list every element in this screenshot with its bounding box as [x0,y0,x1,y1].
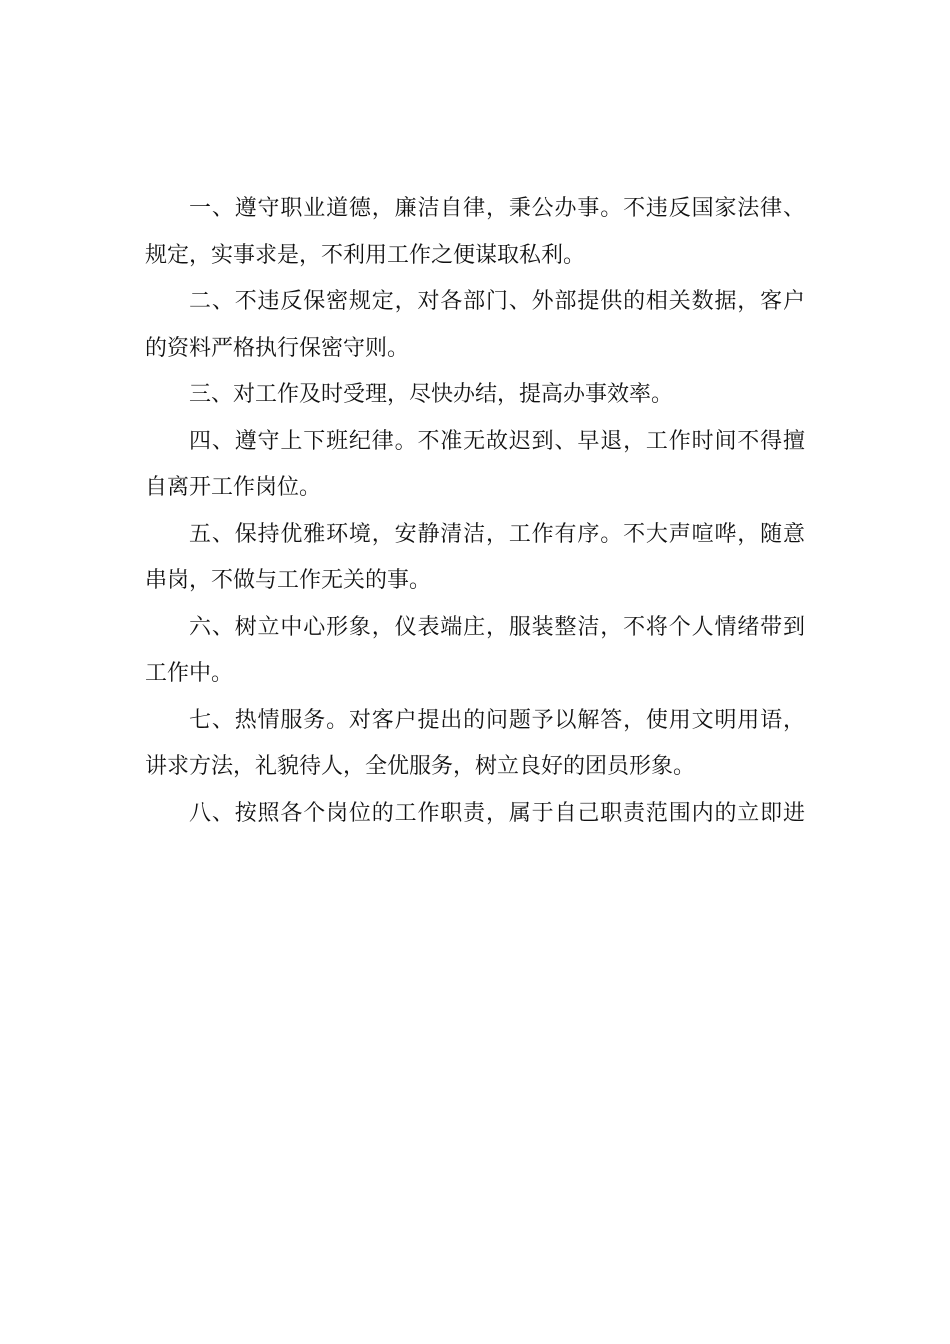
paragraph-line: 四、遵守上下班纪律。不准无故迟到、早退，工作时间不得擅 [189,428,805,454]
paragraph-8 [145,777,805,852]
paragraph-line: 五、保持优雅环境，安静清洁，工作有序。不大声喧哗，随意 [189,521,805,547]
paragraph-line: 的资料严格执行保密守则。 [145,335,410,361]
paragraph-line: 七、热情服务。对客户提出的问题予以解答，使用文明用语， [189,707,805,733]
paragraph-line: 一、遵守职业道德，廉洁自律，秉公办事。不违反国家法律、 [189,196,805,221]
paragraph-line: 讲求方法，礼貌待人，全优服务，树立良好的团员形象。 [145,754,696,779]
paragraph-line: 串岗，不做与工作无关的事。 [145,568,432,593]
paragraph-line: 三、对工作及时受理，尽快办结，提高办事效率。 [189,382,674,407]
paragraph-line: 自离开工作岗位。 [145,475,322,500]
paragraph-line: 二、不违反保密规定，对各部门、外部提供的相关数据，客户 [189,289,805,314]
paragraph-line: 规定，实事求是，不利用工作之便谋取私利。 [145,242,586,268]
paragraph-line: 六、树立中心形象，仪表端庄，服装整洁，不将个人情绪带到 [189,614,805,640]
paragraph-line: 工作中。 [145,661,234,686]
document-body [145,196,805,851]
paragraph-line: 八、按照各个岗位的工作职责，属于自己职责范围内的立即进 [189,800,805,826]
